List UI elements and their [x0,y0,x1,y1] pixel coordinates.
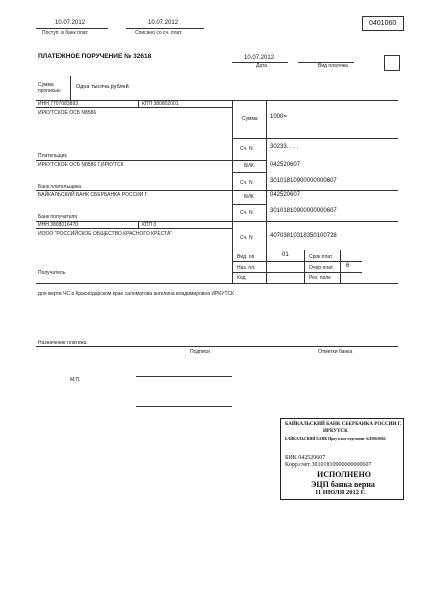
divider [232,100,233,283]
payee-bank-bik: 042520607 [270,192,301,198]
divider [266,100,267,283]
payer-inn: ИНН 7707083893 [38,101,79,107]
bank-stamp [280,418,404,500]
signatures-label: Подписи [190,349,210,355]
divider [340,250,341,283]
date-received-label: Поступ. в банк плат. [42,30,89,36]
payment-type-label: Вид платежа [318,63,348,69]
purpose-code-label: Наз. пл. [237,265,256,271]
stamp-corr: Корр.счет 30101810900000000607 [285,462,372,468]
divider [36,100,398,101]
divider [232,160,266,161]
payee-bank-name: БАЙКАЛЬСКИЙ БАНК СБЕРБАНКА РОССИИ Г. [38,192,149,198]
payer-bank-bik: 042520607 [270,162,301,168]
stamp-bik: БИК 042520607 [285,455,326,461]
payer-bank-account: 30101810900000000607 [270,178,337,184]
divider [138,221,139,228]
divider [138,100,139,107]
payer-bank-name: ИРКУТСКОЕ ОСБ N8586 Г.ИРКУТСК [38,162,124,168]
divider [36,283,398,284]
order-value: 6 [346,263,350,269]
payee-bank-account-label: Сч. N [240,210,253,216]
payee-account-label: Сч. N [240,235,253,241]
payee-inn: ИНН 3808016470 [38,222,79,228]
payer-name: ИРКУТСКОЕ ОСБ N8586 [38,110,97,116]
amount-words-label: Сумма прописью [38,82,61,94]
payee-label: Получатель [38,270,66,276]
divider [36,346,398,347]
divider [36,160,232,161]
divider [232,204,266,205]
divider [36,228,232,229]
divider [36,107,232,108]
res-label: Рез. поле [309,275,331,281]
payer-bank-bik-label: БИК [244,163,254,169]
payer-bank-label: Банк плательщика [38,184,82,190]
divider [232,138,398,139]
order-title: ПЛАТЕЖНОЕ ПОРУЧЕНИЕ № 32618 [38,53,152,60]
stamp-line3: БАЙКАЛЬСКИЙ БАНК Иркутское отделение №8586/0062 [285,437,386,441]
divider [126,28,204,29]
payer-kpp: КПП 380802001 [142,101,179,107]
payer-status-box [384,55,400,71]
date-debited: 10.07.2012 [148,20,179,26]
divider [232,172,266,173]
code-label: Код [237,275,246,281]
payee-name: ИООО "РОССИЙСКОЕ ОБЩЕСТВО КРАСНОГО КРЕСТА" [38,231,173,237]
divider [232,272,362,273]
signature-line [136,406,232,407]
payee-bank-bik-label: БИК [244,194,254,200]
payer-account: 30233. . . . [270,144,299,150]
amount-label: Сумма [242,116,258,122]
payer-account-label: Сч. N [240,146,253,152]
signature-line [136,376,232,377]
divider [36,28,108,29]
stamp-place-label: М.П. [70,377,81,383]
divider [36,190,398,191]
payee-bank-label: Банк получателя [38,214,77,220]
term-label: Срок плат. [309,254,334,260]
payer-label: Плательщик [38,153,67,159]
payer-bank-account-label: Сч. N [240,180,253,186]
divider [232,261,362,262]
amount-words: Одна тысяча рублей [76,84,129,90]
purpose-text: для жертв ЧС в Краснодарском крае саломатова ангелина владимировна ИРКУТСК [38,291,235,297]
purpose-label: Назначение платежа [38,340,87,346]
stamp-line1: БАЙКАЛЬСКИЙ БАНК СБЕРБАНКА РОССИИ Г. [285,422,402,427]
order-date-label: Дата [256,63,268,69]
op-type: 01 [282,252,289,258]
stamp-ecp: ЭЦП банка верна [311,480,375,489]
stamp-status: ИСПОЛНЕНО [317,470,372,479]
amount-value: 1000= [270,114,287,120]
date-debited-label: Списано со сч. плат. [135,30,183,36]
payee-bank-account: 30101810900000000607 [270,208,337,214]
form-code: 0401060 [369,20,397,27]
order-label: Очер плат. [309,265,334,271]
date-received: 10.07.2012 [55,20,86,26]
stamp-line2: ИРКУТСК [323,429,348,434]
divider [36,221,398,222]
payee-kpp: КПП 0 [142,222,157,228]
op-type-label: Вид. оп. [237,254,256,260]
stamp-date: 11 ИЮЛЯ 2012 Г. [315,489,366,496]
divider [304,250,305,283]
payee-account: 40703810318350100728 [270,233,337,239]
form-code-box [362,16,404,31]
divider [70,76,71,100]
bank-marks-label: Отметки банка [318,349,353,355]
order-date: 10.07.2012 [244,55,275,61]
